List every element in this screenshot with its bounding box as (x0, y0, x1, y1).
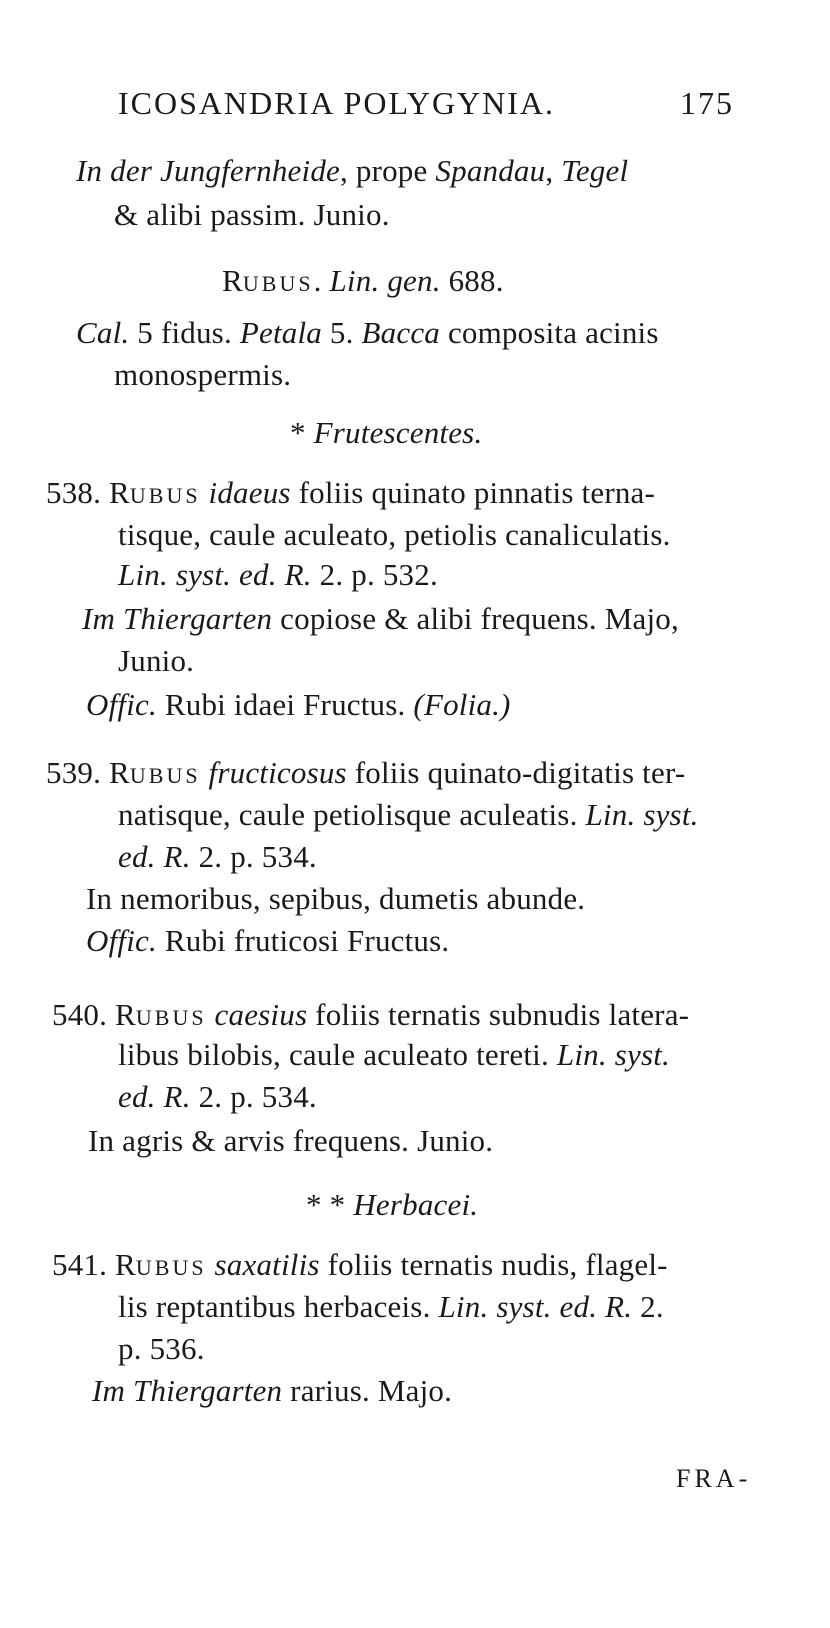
habitat-place: Im Thiergarten (82, 601, 273, 636)
page-number: 175 (680, 85, 734, 121)
entry-text: natisque, caule petiolisque aculeatis. (118, 797, 586, 832)
entry-539-habitat: In nemoribus, sepibus, dumetis abunde. (86, 881, 586, 916)
cal-text: 5 fidus. (129, 315, 240, 350)
place-spandau: Spandau (435, 153, 546, 188)
officinal-label: Offic. (86, 923, 157, 958)
entry-reference-page: 2. p. 532. (311, 557, 438, 592)
entry-genus-initial: R (109, 755, 130, 790)
entry-reference-page: 2. p. 534. (190, 839, 317, 874)
running-title: ICOSANDRIA POLYGYNIA. (118, 85, 556, 121)
intro-line-2: & alibi passim. Junio. (114, 197, 390, 232)
entry-538-habitat-line-2: Junio. (118, 643, 195, 678)
entry-reference: ed. R. (118, 839, 191, 874)
entry-539-line-2 (118, 796, 699, 834)
section-star: * (290, 415, 314, 450)
entry-genus-smallcaps: UBUS (129, 483, 201, 508)
section-heading-herbacei (306, 1186, 478, 1224)
entry-540-line-1 (52, 996, 689, 1037)
bacca-text: composita acinis (440, 315, 659, 350)
entry-genus-initial: R (115, 997, 136, 1032)
genus-dot: . (313, 263, 330, 298)
petala-label: Petala (239, 315, 322, 350)
section-title: Frutescentes. (313, 415, 483, 450)
entry-538-line-2: tisque, caule aculeato, petiolis canaliculatis. (118, 517, 671, 552)
entry-text: foliis quinato pinnatis terna- (290, 475, 656, 510)
place-jungfernheide: In der Jungfernheide (76, 153, 340, 188)
petala-text: 5. (321, 315, 362, 350)
entry-541-line-3: p. 536. (118, 1331, 205, 1366)
entry-538-line-3 (118, 556, 438, 594)
entry-540-line-3 (118, 1078, 317, 1116)
officinal-extra: (Folia.) (413, 687, 511, 722)
officinal-text: Rubi idaei Fructus. (156, 687, 414, 722)
entry-genus-smallcaps: UBUS (135, 1005, 207, 1030)
entry-541-habitat (92, 1372, 452, 1410)
entry-genus-initial: R (109, 475, 130, 510)
intro-line-1 (76, 152, 628, 190)
section-heading-frutescentes (290, 414, 482, 452)
entry-genus-smallcaps: UBUS (135, 1255, 207, 1280)
entry-539-line-1 (46, 754, 685, 795)
entry-species: fructicosus (208, 755, 347, 790)
entry-number: 540. (52, 997, 108, 1032)
entry-reference-page: 2. (632, 1289, 664, 1324)
habitat-place: Im Thiergarten (92, 1373, 283, 1408)
entry-species: caesius (214, 997, 308, 1032)
entry-genus-initial: R (115, 1247, 136, 1282)
place-tegel: Tegel (561, 153, 629, 188)
officinal-label: Offic. (86, 687, 157, 722)
catchword: FRA- (676, 1464, 752, 1493)
entry-541-line-1 (52, 1246, 668, 1287)
intro-comma: , (545, 153, 562, 188)
entry-reference: Lin. syst. ed. R. (438, 1289, 633, 1324)
entry-541-line-2 (118, 1288, 664, 1326)
genus-gen: gen. (379, 263, 441, 298)
entry-text: foliis ternatis subnudis latera- (307, 997, 690, 1032)
bacca-label: Bacca (361, 315, 440, 350)
entry-text: libus bilobis, caule aculeato tereti. (118, 1037, 557, 1072)
genus-initial: R (222, 263, 243, 298)
genus-lin: Lin. (329, 263, 380, 298)
entry-genus-smallcaps: UBUS (129, 763, 201, 788)
entry-number: 541. (52, 1247, 108, 1282)
habitat-text: rarius. Majo. (282, 1373, 453, 1408)
entry-540-habitat: In agris & arvis frequens. Junio. (88, 1123, 494, 1158)
genus-desc-line-2: monospermis. (114, 357, 292, 392)
cal-label: Cal. (76, 315, 130, 350)
entry-species: saxatilis (214, 1247, 320, 1282)
entry-text: foliis ternatis nudis, flagel- (319, 1247, 668, 1282)
entry-number: 538. (46, 475, 102, 510)
entry-text: foliis quinato-digitatis ter- (346, 755, 686, 790)
section-title: Herbacei. (353, 1187, 479, 1222)
entry-538-officinal (86, 686, 511, 724)
entry-number: 539. (46, 755, 102, 790)
entry-text: lis reptantibus herbaceis. (118, 1289, 439, 1324)
intro-text: , prope (339, 153, 436, 188)
entry-540-line-2 (118, 1036, 670, 1074)
entry-538-habitat (82, 600, 679, 638)
section-stars: * * (306, 1187, 354, 1222)
genus-heading (222, 262, 504, 303)
entry-539-line-3 (118, 838, 317, 876)
habitat-text: copiose & alibi frequens. Majo, (272, 601, 679, 636)
entry-reference-page: 2. p. 534. (190, 1079, 317, 1114)
entry-reference: Lin. syst. (585, 797, 699, 832)
entry-reference: Lin. syst. (556, 1037, 670, 1072)
entry-538-line-1 (46, 474, 655, 515)
entry-species: idaeus (208, 475, 291, 510)
officinal-text: Rubi fruticosi Fructus. (156, 923, 450, 958)
genus-number: 688. (440, 263, 504, 298)
entry-reference: ed. R. (118, 1079, 191, 1114)
entry-reference: Lin. syst. ed. R. (118, 557, 312, 592)
genus-smallcaps: UBUS (242, 271, 314, 296)
genus-desc-line-1 (76, 314, 659, 352)
entry-539-officinal (86, 922, 449, 960)
